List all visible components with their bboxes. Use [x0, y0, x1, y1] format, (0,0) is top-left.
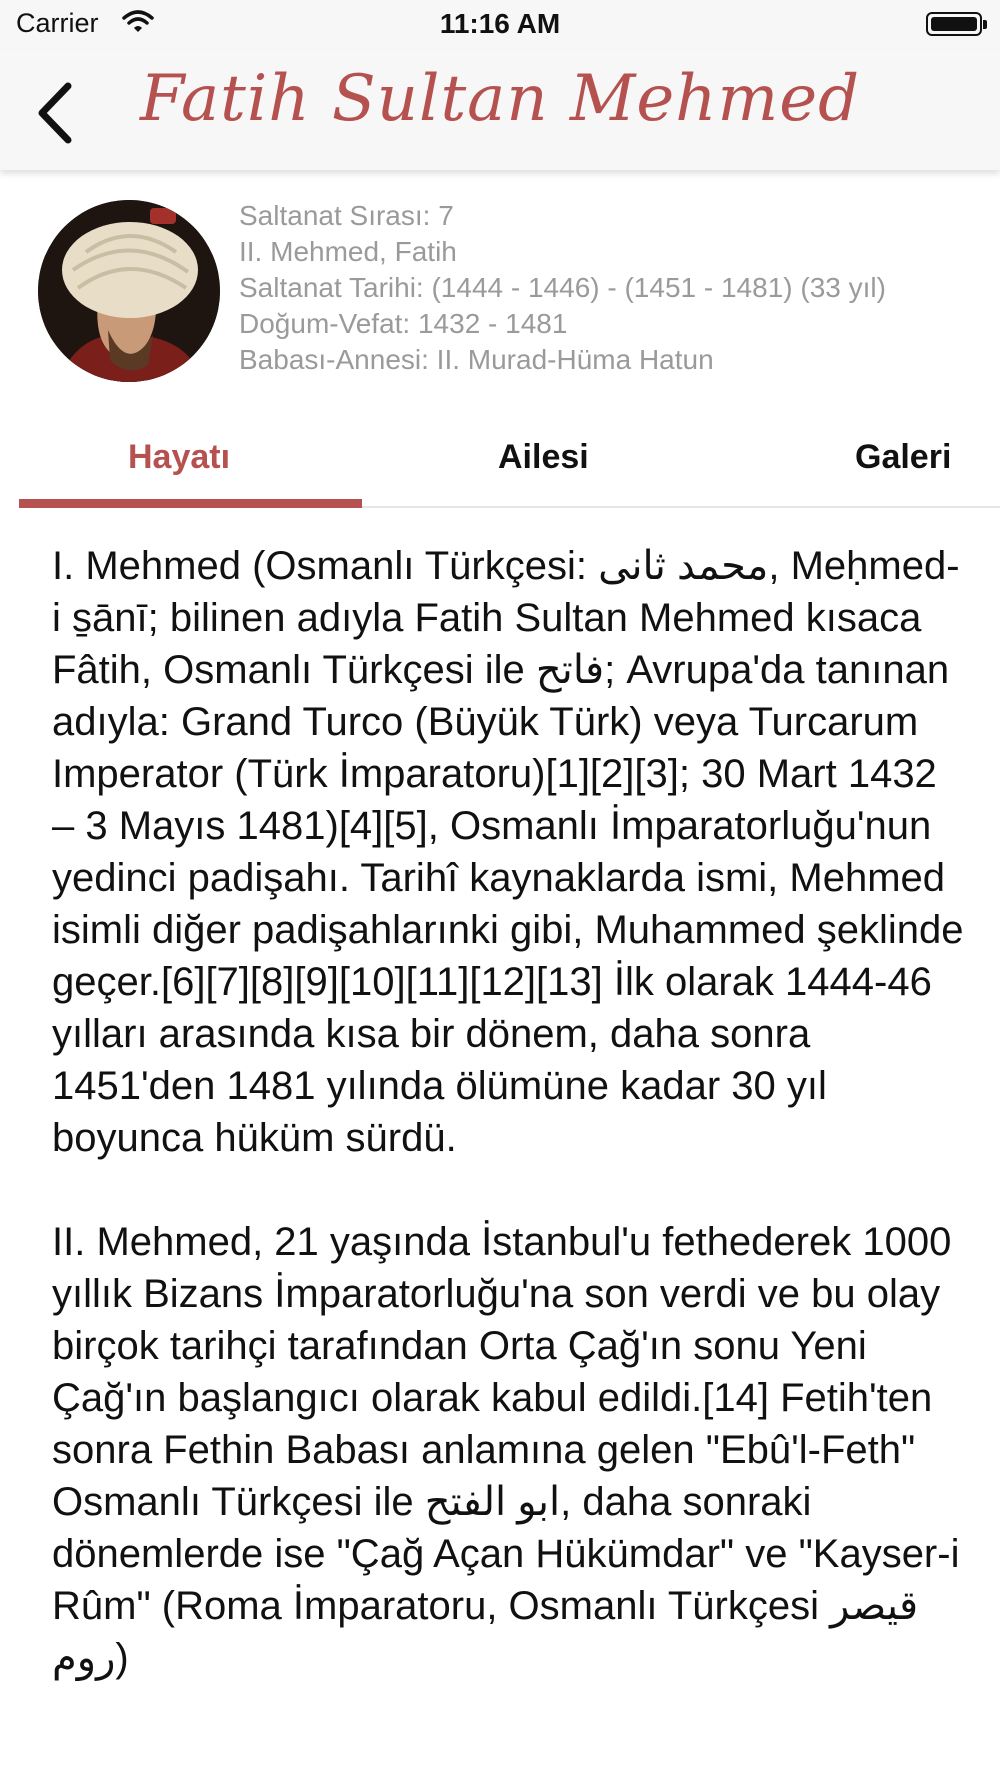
profile-info: [239, 198, 886, 378]
birth-death: Doğum-Vefat: 1432 - 1481: [239, 308, 568, 339]
reign-order: Saltanat Sırası: 7: [239, 200, 454, 231]
biography-paragraph: II. Mehmed, 21 yaşında İstanbul'u fethederek 1000 yıllık Bizans İmparatorluğu'na son verdi ve bu olay birçok tarihçi tarafından Orta Çağ'ın sonu Yeni Çağ'ın başlangıcı olarak kabul edildi.[14] Fetih'ten sonra Fethin Babası anlamına gelen "Ebû'l-Feth" Osmanlı Türkçesi ile ابو الفتح, daha sonraki dönemlerde ise "Çağ Açan Hükümdar" ve "Kayser-i Rûm" (Roma İmparatoru, Osmanlı Türkçesi قيصر روم): [52, 1220, 960, 1680]
biography-text[interactable]: [52, 540, 964, 1758]
tab-indicator: [19, 499, 362, 508]
carrier-label: Carrier: [16, 8, 99, 38]
sultan-profile: [38, 198, 978, 388]
navigation-bar: [0, 50, 1000, 170]
segment-tabs: [19, 420, 1000, 508]
parents: Babası-Annesi: II. Murad-Hüma Hatun: [239, 344, 714, 375]
tab-ailesi[interactable]: Ailesi: [498, 438, 589, 476]
tab-hayati[interactable]: Hayatı: [128, 438, 231, 476]
battery-icon: [926, 12, 982, 36]
page-title: Fatih Sultan Mehmed: [139, 62, 861, 136]
sultan-name: II. Mehmed, Fatih: [239, 236, 457, 267]
clock: 11:16 AM: [439, 8, 561, 39]
biography-paragraph: I. Mehmed (Osmanlı Türkçesi: محمد ثانى, Meḥmed-i s̱ānī; bilinen adıyla Fatih Sultan Mehmed kısaca Fâtih, Osmanlı Türkçesi ile فاتح; Avrupa'da tanınan adıyla: Grand Turco (Büyük Türk) veya Turcarum Imperator (Türk İmparatoru)[1][2][3]; 30 Mart 1432 – 3 Mayıs 1481)[4][5], Osmanlı İmparatorluğu'nun yedinci padişahı. Tarihî kaynaklarda ismi, Mehmed isimli diğer padişahlarınki gibi, Muhammed şeklinde geçer.[6][7][8][9][10][11][12][13] İlk olarak 1444-46 yılları arasında kısa bir dönem, daha sonra 1451'den 1481 yılında ölümüne kadar 30 yıl boyunca hüküm sürdü.: [52, 544, 964, 1160]
reign-dates: Saltanat Tarihi: (1444 - 1446) - (1451 - 1481) (33 yıl): [239, 272, 886, 303]
avatar: [38, 200, 220, 382]
status-bar: [0, 0, 1000, 50]
tab-galeri[interactable]: Galeri: [855, 438, 952, 476]
